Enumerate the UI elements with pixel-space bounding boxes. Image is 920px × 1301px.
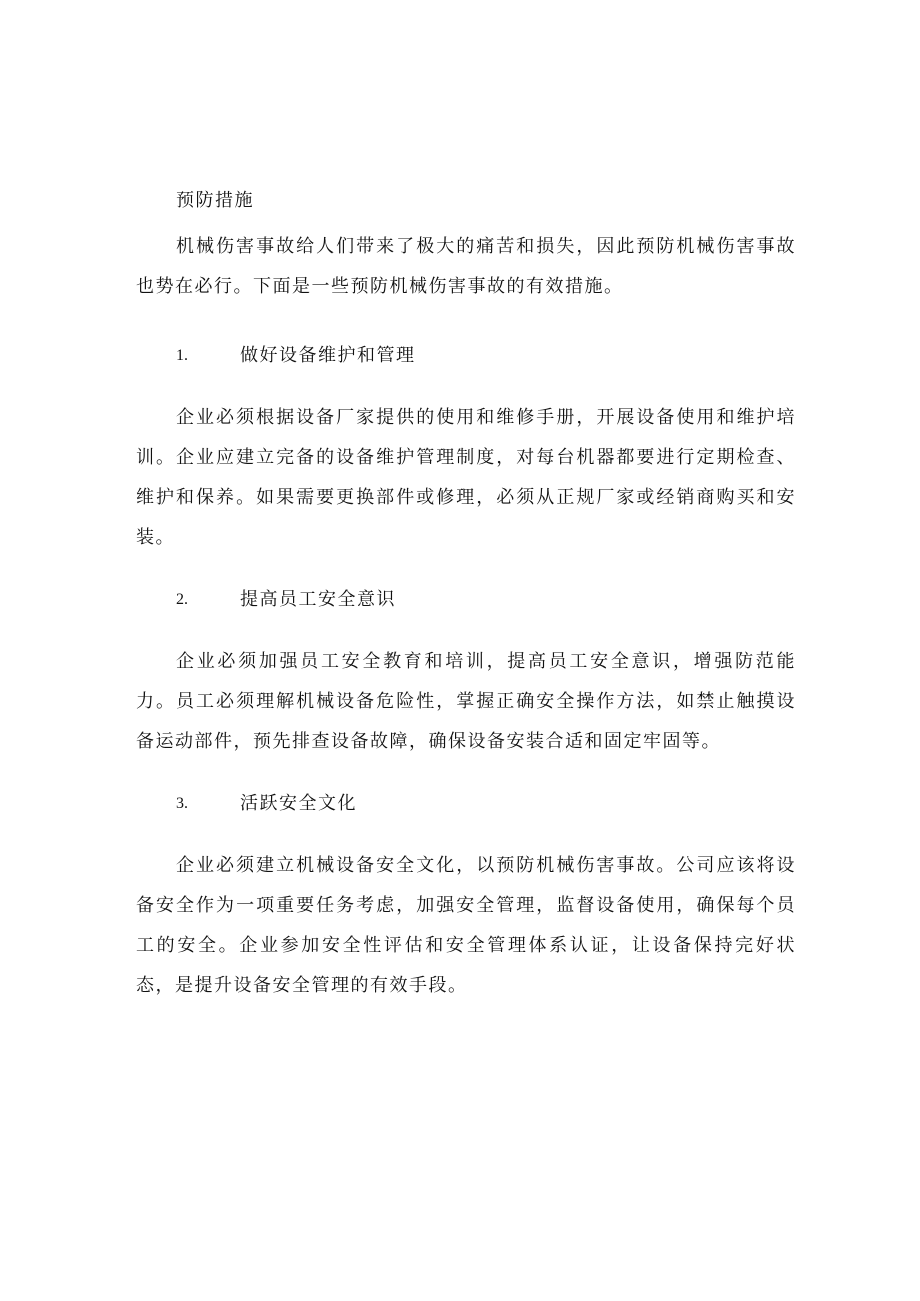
list-item-1-heading (176, 341, 416, 371)
list-item-1-paragraph: 企业必须根据设备厂家提供的使用和维修手册，开展设备使用和维护培训。企业应建立完备的设备维护管理制度，对每台机器都要进行定期检查、维护和保养。如果需要更换部件或修理，必须从正规厂家或经销商购买和安装。 (136, 407, 796, 548)
list-item-2-heading (176, 585, 396, 615)
list-item-3-title: 活跃安全文化 (240, 793, 357, 814)
section-heading: 预防措施 (176, 190, 254, 211)
list-item-3-paragraph: 企业必须建立机械设备安全文化，以预防机械伤害事故。公司应该将设备安全作为一项重要任务考虑，加强安全管理，监督设备使用，确保每个员工的安全。企业参加安全性评估和安全管理体系认证，让设备保持完好状态，是提升设备安全管理的有效手段。 (136, 855, 796, 996)
list-item-1-number: 1. (176, 347, 188, 364)
list-item-1-title: 做好设备维护和管理 (240, 345, 416, 366)
list-item-2-title: 提高员工安全意识 (240, 589, 396, 610)
list-item-2-paragraph: 企业必须加强员工安全教育和培训，提高员工安全意识，增强防范能力。员工必须理解机械设备危险性，掌握正确安全操作方法，如禁止触摸设备运动部件，预先排查设备故障，确保设备安装合适和固定牢固等。 (136, 651, 796, 752)
list-item-3-heading (176, 789, 357, 819)
list-item-2-number: 2. (176, 591, 188, 608)
list-item-3-number: 3. (176, 795, 188, 812)
intro-paragraph: 机械伤害事故给人们带来了极大的痛苦和损失，因此预防机械伤害事故也势在必行。下面是一些预防机械伤害事故的有效措施。 (136, 236, 796, 297)
